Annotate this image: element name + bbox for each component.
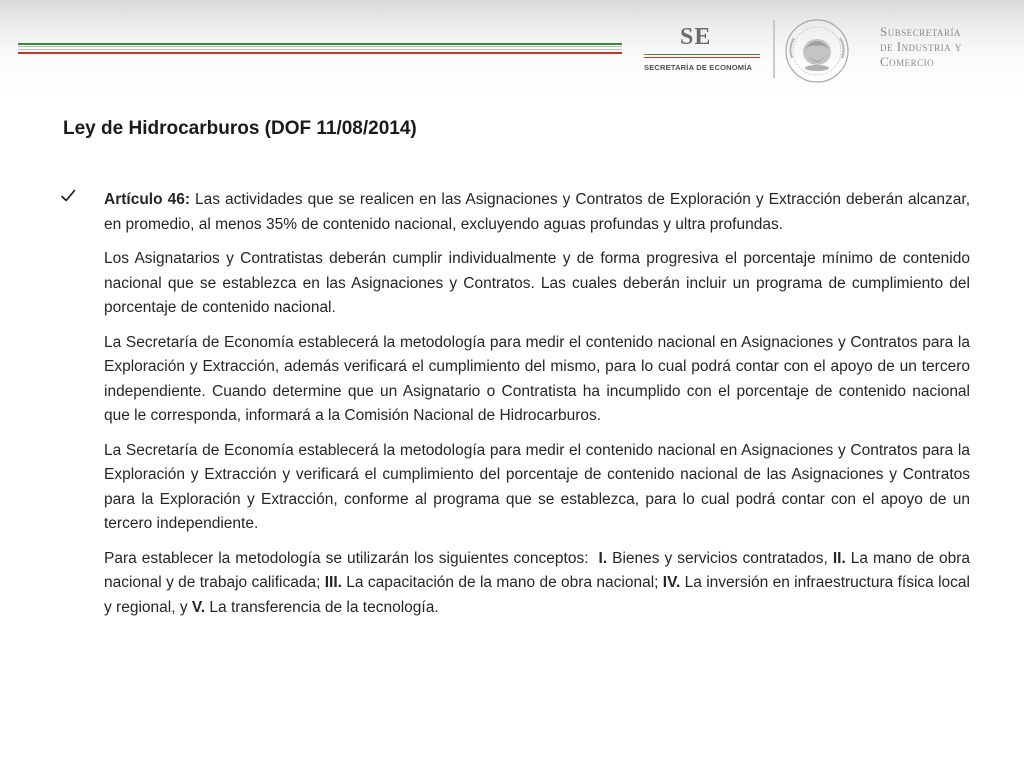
header-divider bbox=[773, 20, 775, 78]
header-stripes bbox=[18, 43, 622, 55]
se-logo bbox=[640, 24, 766, 76]
subsecretaria-line: de Industria y bbox=[880, 39, 962, 54]
concepto-iv-label: IV. bbox=[662, 574, 681, 591]
se-logo-name: SECRETARÍA DE ECONOMÍA bbox=[644, 63, 753, 72]
concepto-iv-text: La inversión en infraestructura física local y regional, y bbox=[104, 574, 975, 616]
subsecretaria-line: Comercio bbox=[880, 54, 935, 69]
se-logo-mark: SE bbox=[680, 24, 712, 50]
gray-stripe bbox=[18, 49, 622, 50]
se-logo-green-line bbox=[644, 54, 760, 55]
article-46-label: Artículo 46: bbox=[104, 191, 190, 208]
green-stripe bbox=[18, 43, 622, 45]
article-46-text: Las actividades que se realicen en las Asignaciones y Contratos de Exploración y Extracción deberán alcanzar, en promedio, al menos 35% de contenido nacional, excluyendo aguas profundas y ultra profundas. bbox=[104, 191, 970, 233]
concepto-v-label: V. bbox=[191, 598, 206, 616]
article-46-paragraph bbox=[104, 188, 970, 237]
page-title: Ley de Hidrocarburos (DOF 11/08/2014) bbox=[63, 118, 417, 139]
paragraph-asignatarios: Los Asignatarios y Contratistas deberán cumplir individualmente y de forma progresiva el porcentaje mínimo de contenido nacional que se establezca en las Asignaciones y Contratos. Las cuales deberán incluir un programa de cumplimiento del porcentaje de contenido nacional. bbox=[104, 250, 970, 316]
concepto-i-label: I. bbox=[598, 549, 608, 567]
se-logo-red-line bbox=[644, 57, 760, 58]
concepto-v-text: La transferencia de la tecnología. bbox=[205, 598, 439, 616]
conceptos-intro: Para establecer la metodología se utilizarán los siguientes conceptos: bbox=[104, 549, 599, 567]
paragraph-metodologia-programa: La Secretaría de Economía establecerá la metodología para medir el contenido nacional en Asignaciones y Contratos para la Exploración y Extracción y verificará el cumplimiento del porcentaje de contenido nacional de las Asignaciones y Contratos para la Exploración y Extracción, conforme al programa que se establezca, para lo cual podrá contar con el apoyo de un tercero independiente. bbox=[104, 441, 970, 532]
concepto-i-text: Bienes y servicios contratados, bbox=[607, 549, 833, 567]
coat-of-arms-seal-icon bbox=[782, 18, 852, 84]
concepto-ii-text: La mano de obra nacional y de trabajo calificada; bbox=[104, 549, 975, 591]
gray-stripe bbox=[18, 46, 622, 47]
checkmark-icon bbox=[59, 187, 77, 205]
red-stripe bbox=[18, 52, 622, 54]
subsecretaria-heading bbox=[880, 24, 962, 69]
concepto-iii-label: III. bbox=[324, 574, 342, 591]
concepto-iii-text: La capacitación de la mano de obra nacional; bbox=[341, 574, 663, 591]
subsecretaria-line: Subsecretaría bbox=[880, 24, 962, 39]
paragraph-metodologia-verificacion: La Secretaría de Economía establecerá la metodología para medir el contenido nacional en Asignaciones y Contratos para la Exploración y Extracción, además verificará el cumplimiento del mismo, para lo cual podrá contar con el apoyo de un tercero independiente. Cuando determine que un Asignatario o Contratista ha incumplido con el porcentaje de contenido nacional que le corresponda, informará a la Comisión Nacional de Hidrocarburos. bbox=[104, 333, 970, 424]
body-content bbox=[104, 188, 975, 630]
paragraph-conceptos bbox=[104, 547, 975, 621]
concepto-ii-label: II. bbox=[832, 549, 846, 567]
